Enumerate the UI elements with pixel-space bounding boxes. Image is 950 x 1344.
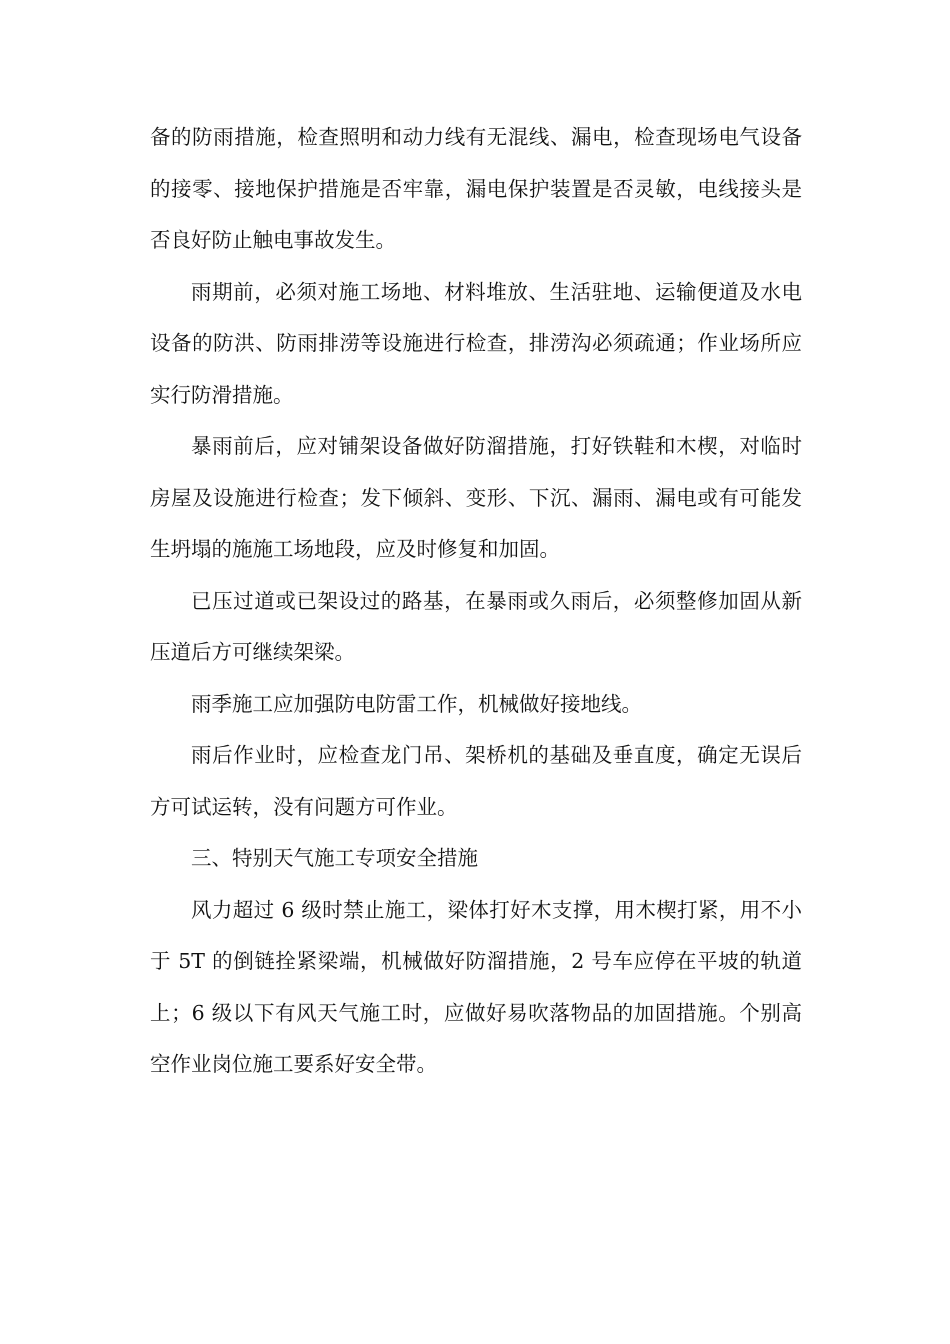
section-heading-special-weather: 三、特别天气施工专项安全措施 [191, 846, 478, 870]
paragraph-rainstorm-measures: 暴雨前后，应对铺架设备做好防溜措施，打好铁鞋和木楔，对临时房屋及设施进行检查；发下倾斜、变形、下沉、漏雨、漏电或有可能发生坍塌的施施工场地段，应及时修复和加固。 [150, 434, 802, 561]
paragraph-rain-electrical-checks: 备的防雨措施，检查照明和动力线有无混线、漏电，检查现场电气设备的接零、接地保护措施是否牢靠，漏电保护装置是否灵敏，电线接头是否良好防止触电事故发生。 [150, 125, 802, 252]
paragraph-lightning-protection: 雨季施工应加强防电防雷工作，机械做好接地线。 [191, 691, 642, 716]
document-body [150, 112, 802, 1091]
paragraph-roadbed-repair: 已压过道或已架设过的路基，在暴雨或久雨后，必须整修加固从新压道后方可继续架梁。 [150, 588, 802, 664]
paragraph-post-rain-inspection: 雨后作业时，应检查龙门吊、架桥机的基础及垂直度，确定无误后方可试运转，没有问题方可作业。 [150, 743, 802, 819]
paragraph-pre-rain-inspection: 雨期前，必须对施工场地、材料堆放、生活驻地、运输便道及水电设备的防洪、防雨排涝等设施进行检查，排涝沟必须疏通；作业场所应实行防滑措施。 [150, 279, 802, 407]
paragraph-wind-measures: 风力超过 6 级时禁止施工，梁体打好木支撑，用木楔打紧，用不小于 5T 的倒链拴紧梁端，机械做好防溜措施，2 号车应停在平坡的轨道上；6 级以下有风天气施工时，应做好易吹落物品的加固措施。个别高空作业岗位施工要系好安全带。 [150, 897, 802, 1076]
